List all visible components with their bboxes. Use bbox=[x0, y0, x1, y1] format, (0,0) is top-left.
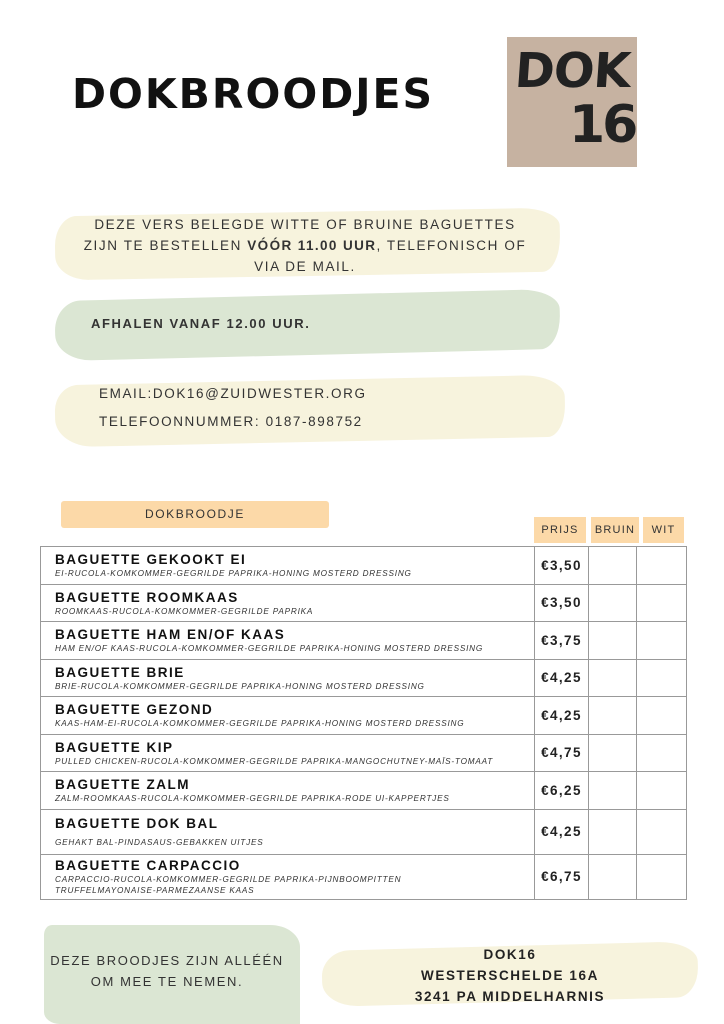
brown-checkbox-cell[interactable] bbox=[589, 697, 637, 735]
brown-checkbox-cell[interactable] bbox=[589, 854, 637, 899]
item-cell bbox=[41, 622, 535, 660]
table-row bbox=[41, 809, 687, 854]
pickup-time: AFHALEN VANAF 12.00 UUR. bbox=[91, 316, 311, 331]
item-name: BAGUETTE BRIE bbox=[55, 664, 185, 680]
item-name: BAGUETTE GEKOOKT EI bbox=[55, 552, 247, 568]
item-description: EI-RUCOLA-KOMKOMMER-GEGRILDE PAPRIKA-HONING MOSTERD DRESSING bbox=[55, 569, 412, 579]
item-description: HAM EN/OF KAAS-RUCOLA-KOMKOMMER-GEGRILDE PAPRIKA-HONING MOSTERD DRESSING bbox=[55, 644, 484, 654]
table-row bbox=[41, 622, 687, 660]
item-price: €6,25 bbox=[535, 772, 589, 810]
table-row bbox=[41, 584, 687, 622]
item-description: PULLED CHICKEN-RUCOLA-KOMKOMMER-GEGRILDE PAPRIKA-MANGOCHUTNEY-MAÏS-TOMAAT bbox=[55, 756, 494, 766]
white-checkbox-cell[interactable] bbox=[637, 659, 687, 697]
item-cell bbox=[41, 854, 535, 899]
item-description: ZALM-ROOMKAAS-RUCOLA-KOMKOMMER-GEGRILDE PAPRIKA-RODE UI-KAPPERTJES bbox=[55, 794, 450, 804]
item-price: €4,25 bbox=[535, 659, 589, 697]
address-block bbox=[350, 944, 670, 1007]
brown-checkbox-cell[interactable] bbox=[589, 547, 637, 585]
brown-checkbox-cell[interactable] bbox=[589, 659, 637, 697]
item-description: GEHAKT BAL-PINDASAUS-GEBAKKEN UITJES bbox=[55, 838, 264, 847]
column-header-price: PRIJS bbox=[534, 517, 586, 543]
logo-text-dok: DOK bbox=[513, 43, 632, 99]
table-row bbox=[41, 697, 687, 735]
white-checkbox-cell[interactable] bbox=[637, 622, 687, 660]
brown-checkbox-cell[interactable] bbox=[589, 772, 637, 810]
item-price: €3,50 bbox=[535, 584, 589, 622]
item-description: CARPACCIO-RUCOLA-KOMKOMMER-GEGRILDE PAPRIKA-PIJNBOOMPITTEN TRUFFELMAYONAISE-PARMEZAANSE KAAS bbox=[55, 875, 402, 895]
white-checkbox-cell[interactable] bbox=[637, 584, 687, 622]
item-cell bbox=[41, 772, 535, 810]
item-description: ROOMKAAS-RUCOLA-KOMKOMMER-GEGRILDE PAPRIKA bbox=[55, 606, 314, 616]
menu-table bbox=[40, 546, 687, 900]
item-name: BAGUETTE ROOMKAAS bbox=[55, 589, 239, 605]
column-header-brown: BRUIN bbox=[591, 517, 639, 543]
table-row bbox=[41, 772, 687, 810]
item-name: BAGUETTE KIP bbox=[55, 739, 174, 755]
white-checkbox-cell[interactable] bbox=[637, 772, 687, 810]
table-row bbox=[41, 547, 687, 585]
white-checkbox-cell[interactable] bbox=[637, 734, 687, 772]
contact-phone[interactable]: TELEFOONNUMMER: 0187-898752 bbox=[99, 414, 363, 429]
item-price: €4,25 bbox=[535, 809, 589, 854]
item-name: BAGUETTE HAM EN/OF KAAS bbox=[55, 627, 286, 643]
table-row bbox=[41, 734, 687, 772]
brown-checkbox-cell[interactable] bbox=[589, 809, 637, 854]
item-name: BAGUETTE ZALM bbox=[55, 777, 190, 793]
item-cell bbox=[41, 547, 535, 585]
logo-text-16: 16 bbox=[569, 95, 636, 155]
intro-text-part: , TELEFONISCH OF VIA DE MAIL. bbox=[254, 238, 527, 274]
column-header-white: WIT bbox=[643, 517, 684, 543]
order-deadline: VÓÓR 11.00 UUR bbox=[247, 238, 377, 253]
item-price: €4,75 bbox=[535, 734, 589, 772]
item-description: KAAS-HAM-EI-RUCOLA-KOMKOMMER-GEGRILDE PAPRIKA-HONING MOSTERD DRESSING bbox=[55, 719, 465, 729]
item-cell bbox=[41, 584, 535, 622]
table-row bbox=[41, 854, 687, 899]
address-street: WESTERSCHELDE 16A bbox=[421, 968, 599, 983]
address-city: 3241 PA MIDDELHARNIS bbox=[414, 989, 606, 1004]
address-name: DOK16 bbox=[483, 947, 537, 962]
brown-checkbox-cell[interactable] bbox=[589, 622, 637, 660]
page-title: DOKBROODJES bbox=[72, 70, 435, 118]
brown-checkbox-cell[interactable] bbox=[589, 584, 637, 622]
table-row bbox=[41, 659, 687, 697]
item-name: BAGUETTE DOK BAL bbox=[55, 816, 219, 831]
intro-text-part: DEZE VERS BELEGDE WITTE OF BRUINE BAGUETTES ZIJN TE BESTELLEN bbox=[83, 217, 516, 253]
white-checkbox-cell[interactable] bbox=[637, 809, 687, 854]
intro-text bbox=[80, 214, 530, 277]
item-price: €4,25 bbox=[535, 697, 589, 735]
item-description: BRIE-RUCOLA-KOMKOMMER-GEGRILDE PAPRIKA-HONING MOSTERD DRESSING bbox=[55, 681, 425, 691]
white-checkbox-cell[interactable] bbox=[637, 854, 687, 899]
white-checkbox-cell[interactable] bbox=[637, 697, 687, 735]
contact-email[interactable]: EMAIL:DOK16@ZUIDWESTER.ORG bbox=[99, 386, 367, 401]
item-name: BAGUETTE CARPACCIO bbox=[55, 858, 241, 873]
dok16-logo bbox=[507, 37, 637, 167]
section-label: DOKBROODJE bbox=[61, 501, 329, 528]
item-name: BAGUETTE GEZOND bbox=[55, 702, 214, 718]
item-price: €3,50 bbox=[535, 547, 589, 585]
item-cell bbox=[41, 734, 535, 772]
brown-checkbox-cell[interactable] bbox=[589, 734, 637, 772]
item-price: €3,75 bbox=[535, 622, 589, 660]
item-cell bbox=[41, 697, 535, 735]
item-cell bbox=[41, 809, 535, 854]
takeaway-note: DEZE BROODJES ZIJN ALLÉÉN OM MEE TE NEMEN. bbox=[50, 953, 284, 989]
item-price: €6,75 bbox=[535, 854, 589, 899]
item-cell bbox=[41, 659, 535, 697]
white-checkbox-cell[interactable] bbox=[637, 547, 687, 585]
